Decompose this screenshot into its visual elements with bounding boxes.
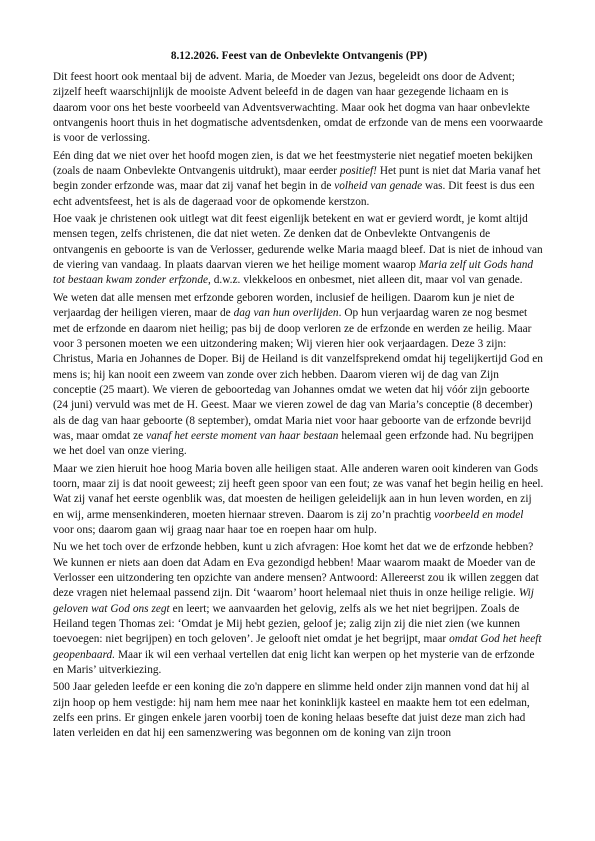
paragraph-7 — [53, 680, 545, 741]
paragraph-1 — [53, 70, 545, 147]
body-text: en leert; we aanvaarden het gelovig, zelfs als we het niet begrijpen. Zoals de Heiland tegen Thomas zei: ‘Omdat je Mij hebt gezien, geloof je; zalig zijn zij die niet zien (we kunnen toevoegen: niet begrijpen) en toch geloven’. Je gelooft niet omdat je het begrijpt, maar — [53, 602, 521, 646]
document-body — [53, 70, 545, 742]
body-text: Nu we het toch over de erfzonde hebben, kunt u zich afvragen: Hoe komt het dat we de erfzonde hebben? We kunnen er niets aan doen dat Adam en Eva gezondigd hebben! Maar waarom maakt de Moeder van de Verlosser een uitzondering ten opzichte van andere mensen? Antwoord: Allereerst zou ik willen zeggen dat deze vragen niet helemaal passend zijn. Dit ‘waarom’ hoort helemaal niet thuis in onze heilige religie. — [53, 541, 539, 600]
emphasis-text: volheid van genade — [334, 180, 423, 193]
document-title: 8.12.2026. Feest van de Onbevlekte Ontvangenis (PP) — [170, 50, 428, 62]
body-text: . Op hun verjaardag waren ze nog besmet met de erfzonde en daarom niet heilig; pas bij de doop verloren ze de erfzonde en werden ze heilig. Maar voor 3 personen moeten we een uitzondering maken; Wij vieren hier ook verjaardagen. Deze 3 zijn: Christus, Maria en Johannes de Doper. Bij de Heiland is dit vanzelfsprekend omdat hij tegelijkertijd God en mens is; hij kan nooit een zweem van zonde over zich hebben. Daarom vieren wij de dag van Zijn conceptie (25 maart). We vieren de geboortedag van Johannes omdat we weten dat hij vóór zijn geboorte (24 juni) vervuld was met de H. Geest. Maar we vieren zowel de dag van Maria’s conceptie (8 december) als de dag van haar geboorte (8 september), omdat Maria niet voor haar geboorte van de erfzonde bevrijd was, maar omdat ze — [53, 307, 543, 442]
paragraph-6 — [53, 540, 545, 678]
body-text: Maar ik wil een verhaal vertellen dat enig licht kan werpen op het mysterie van de erfzonde en Maris’ uitverkiezing. — [53, 648, 535, 677]
body-text: Het punt is niet dat Maria vanaf het begin zonder erfzonde was, maar dat zij vanaf het begin in de — [53, 165, 541, 193]
paragraph-5 — [53, 462, 545, 539]
body-text: was. Dit feest is dus een echt adventsfeest, het is als de dageraad voor de opkomende kerstzon. — [53, 180, 535, 208]
body-text: , d.w.z. vlekkeloos en onbesmet, niet alleen dit, maar vol van genade. — [207, 274, 523, 287]
body-text: Eén ding dat we niet over het hoofd mogen zien, is dat we het feestmysterie niet negatief moeten bekijken (zoals de naam Onbevlekte Ontvangenis uitdrukt), maar eerder — [53, 149, 533, 178]
paragraph-3 — [53, 212, 545, 289]
body-text: 500 Jaar geleden leefde er een koning die zo'n dappere en slimme held onder zijn mannen vond dat hij al zijn hoop op hem vestigde: hij nam hem mee naar het koninklijk kasteel en maakte hem tot een edelman, zelfs een prins. Er gingen enkele jaren voorbij toen de koning helaas besefte dat juist deze man zich had laten verleiden en dat hij een samenzwering was begonnen om de koning van zijn troon — [53, 681, 530, 740]
body-text: Dit feest hoort ook mentaal bij de advent. Maria, de Moeder van Jezus, begeleidt ons door de Advent; zijzelf heeft waarschijnlijk de mooiste Advent beleefd in de dagen van haar gezegende lichaam en is daarom voor ons het beste voorbeeld van Adventsverwachting. Maar ook het dogma van haar onbevlekte ontvangenis hoort thuis in het dogmatische adventsdenken, omdat de erfzonde van de mens een voorwaarde is voor de verlossing. — [53, 71, 543, 145]
emphasis-text: dag van hun overlijden — [233, 307, 339, 320]
body-text: Maar we zien hieruit hoe hoog Maria boven alle heiligen staat. Alle anderen waren ooit kinderen van Gods toorn, maar zij is dat nooit geweest; zij heeft geen spoor van een fout; ze was vanaf het begin heilig en heel. Wat zij vanaf het eerste ogenblik was, dat moesten de heiligen geleidelijk aan in hun leven worden, en zij en wij, arme mensenkinderen, moeten hiernaar streven. Daarom is zij zo’n prachtig — [53, 462, 544, 521]
paragraph-4 — [53, 291, 545, 460]
emphasis-text: positief! — [340, 165, 377, 178]
body-text: We weten dat alle mensen met erfzonde geboren worden, inclusief de heiligen. Daarom kun je niet de verjaardag der heiligen vieren, maar de — [53, 291, 515, 320]
emphasis-text: omdat God het heeft geopenbaard. — [53, 633, 542, 661]
emphasis-text: Maria zelf uit Gods hand tot bestaan kwam zonder erfzonde — [53, 259, 534, 287]
body-text: Hoe vaak je christenen ook uitlegt wat dit feest eigenlijk betekent en wat er gevierd wordt, je komt altijd mensen tegen, zelfs christenen, die dat niet weten. Ze denken dat de Onbevlekte Ontvangenis de ontvangenis en geboorte is van de Verlosser, gedurende welke Maria maagd bleef. Dat is niet de inhoud van de viering van vandaag. In plaats daarvan vieren we het heilige moment waarop — [53, 213, 543, 272]
emphasis-text: voorbeeld en model — [434, 508, 524, 521]
document-page — [53, 49, 545, 744]
body-text: voor ons; daarom gaan wij graag naar haar toe en roepen haar om hulp. — [53, 523, 377, 536]
emphasis-text: Wij geloven wat God ons zegt — [53, 587, 534, 615]
emphasis-text: vanaf het eerste moment van haar bestaan — [146, 429, 339, 442]
body-text: helemaal geen erfzonde had. Nu begrijpen we het doel van onze viering. — [53, 429, 534, 458]
paragraph-2 — [53, 149, 545, 210]
